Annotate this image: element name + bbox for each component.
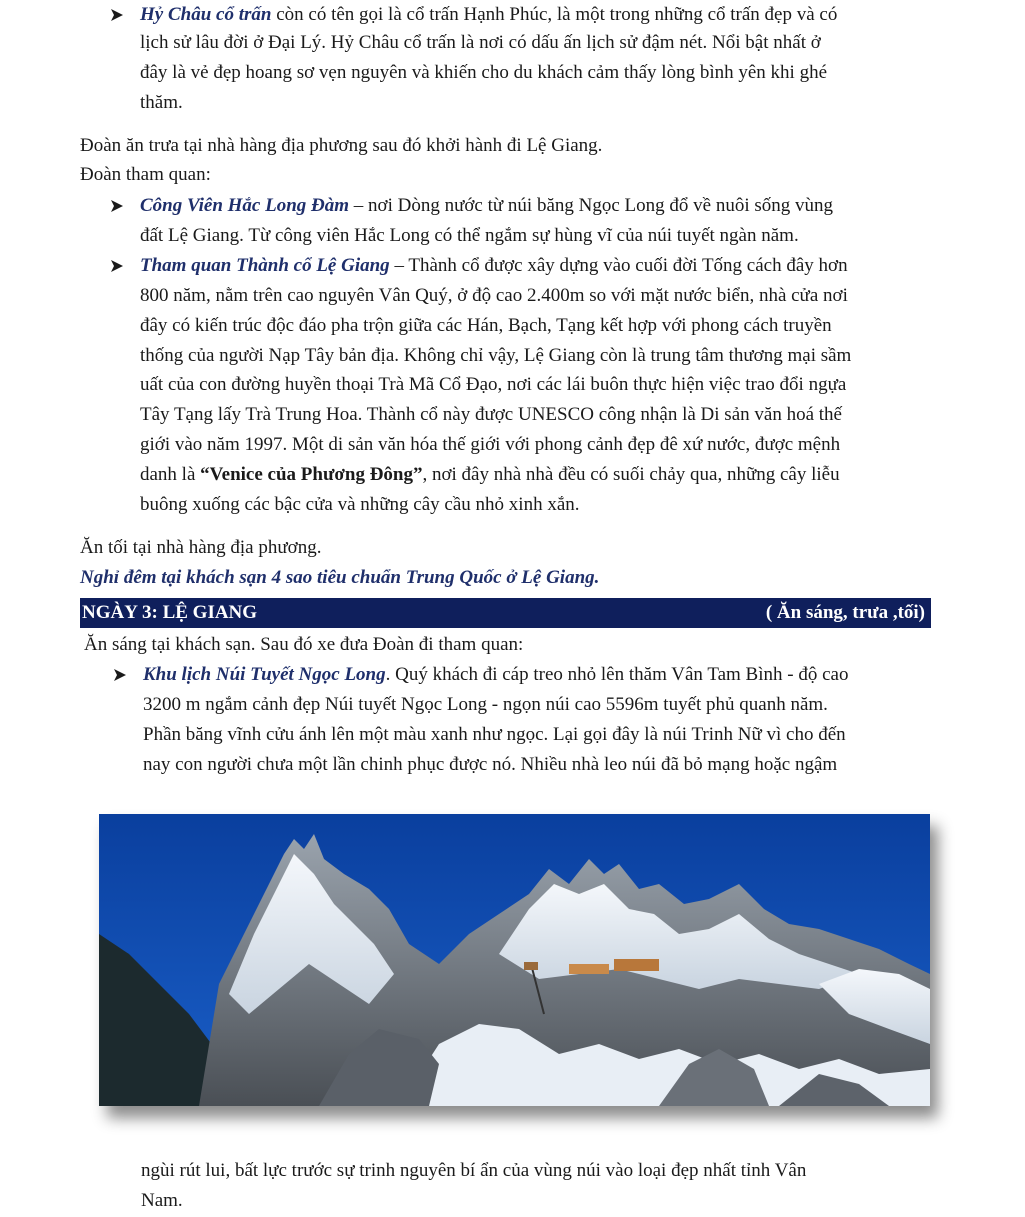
bullet-mountain-line: 3200 m ngắm cảnh đẹp Núi tuyết Ngọc Long - ngọn núi cao 5596m tuyết phủ quanh năm.	[143, 694, 828, 715]
breakfast-text: Ăn sáng tại khách sạn. Sau đó xe đưa Đoàn đi tham quan:	[84, 634, 524, 655]
snow-mountain-photo	[99, 814, 930, 1106]
arrowhead-bullet-icon	[109, 198, 125, 214]
bullet-hy-chau-title: Hỷ Châu cổ trấn	[140, 4, 272, 25]
arrowhead-bullet-icon	[112, 667, 128, 683]
day3-title: NGÀY 3: LỆ GIANG	[82, 602, 258, 623]
bullet-oldtown	[140, 251, 848, 281]
bullet-hy-chau-line: đây là vẻ đẹp hoang sơ vẹn nguyên và khiến cho du khách cảm thấy lòng bình yên khi ghé	[140, 62, 828, 83]
bullet-mountain-line: ngùi rút lui, bất lực trước sự trinh nguyên bí ẩn của vùng núi vào loại đẹp nhất tỉnh Vân	[141, 1160, 807, 1181]
bullet-oldtown-title: Tham quan Thành cổ Lệ Giang	[140, 255, 390, 276]
bullet-hy-chau-text: còn có tên gọi là cổ trấn Hạnh Phúc, là một trong những cổ trấn đẹp và có	[271, 4, 838, 25]
dinner-text: Ăn tối tại nhà hàng địa phương.	[80, 537, 322, 558]
bullet-oldtown-text: – Thành cổ được xây dựng vào cuối đời Tống cách đây hơn	[389, 255, 848, 276]
bullet-mountain-line: nay con người chưa một lần chinh phục được nó. Nhiều nhà leo núi đã bỏ mạng hoặc ngậm	[143, 754, 838, 775]
lunch-text: Đoàn ăn trưa tại nhà hàng địa phương sau đó khởi hành đi Lệ Giang.	[80, 135, 603, 156]
bullet-hy-chau	[140, 0, 837, 30]
overnight-text: Nghỉ đêm tại khách sạn 4 sao tiêu chuẩn Trung Quốc ở Lệ Giang.	[80, 567, 600, 588]
bullet-oldtown-line: 800 năm, nằm trên cao nguyên Vân Quý, ở độ cao 2.400m so với mặt nước biển, nhà cửa nơi	[140, 285, 848, 306]
day3-meals: ( Ăn sáng, trưa ,tối)	[765, 602, 925, 623]
tour-label: Đoàn tham quan:	[80, 164, 211, 185]
bullet-hy-chau-line: lịch sử lâu đời ở Đại Lý. Hỷ Châu cổ trấn là nơi có dấu ấn lịch sử đậm nét. Nổi bật nhất ở	[140, 32, 821, 53]
bullet-oldtown-line: đây có kiến trúc độc đáo pha trộn giữa các Hán, Bạch, Tạng kết hợp với phong cách truyền	[140, 315, 832, 336]
bullet-oldtown-line: thống của người Nạp Tây bản địa. Không chỉ vậy, Lệ Giang còn là trung tâm thương mại sầm	[140, 345, 852, 366]
bullet-mountain-line: Phần băng vĩnh cửu ánh lên một màu xanh như ngọc. Lại gọi đây là núi Trinh Nữ vì cho đến	[143, 724, 846, 745]
bullet-mountain	[143, 660, 848, 690]
snow-mountain-illustration	[99, 814, 930, 1106]
day3-banner	[80, 598, 931, 628]
bullet-park	[140, 191, 833, 221]
bullet-oldtown-line: Tây Tạng lấy Trà Trung Hoa. Thành cổ này được UNESCO công nhận là Di sản văn hoá thế	[140, 404, 842, 425]
bullet-oldtown-line: buông xuống các bậc cửa và những cây cầu nhỏ xinh xắn.	[140, 494, 580, 515]
bullet-mountain-text: . Quý khách đi cáp treo nhỏ lên thăm Vân Tam Bình - độ cao	[385, 664, 849, 685]
venice-bold: “Venice của Phương Đông”	[200, 464, 423, 485]
bullet-park-text: – nơi Dòng nước từ núi băng Ngọc Long đổ về nuôi sống vùng	[349, 195, 834, 216]
bullet-oldtown-line: giới vào năm 1997. Một di sản văn hóa thế giới với phong cảnh đẹp đê xứ nước, được mệnh	[140, 434, 841, 455]
bullet-mountain-line: Nam.	[141, 1190, 183, 1211]
bullet-park-line: đất Lệ Giang. Từ công viên Hắc Long có thể ngắm sự hùng vĩ của núi tuyết ngàn năm.	[140, 225, 799, 246]
venice-post: , nơi đây nhà nhà đều có suối chảy qua, những cây liễu	[422, 464, 840, 485]
arrowhead-bullet-icon	[109, 7, 125, 23]
bullet-hy-chau-line: thăm.	[140, 92, 183, 113]
bullet-mountain-title: Khu lịch Núi Tuyết Ngọc Long	[143, 664, 386, 685]
bullet-oldtown-line-venice	[140, 460, 840, 490]
bullet-oldtown-line: uất của con đường huyền thoại Trà Mã Cổ Đạo, nơi các lái buôn thực hiện việc trao đổi ngựa	[140, 374, 847, 395]
arrowhead-bullet-icon	[109, 258, 125, 274]
bullet-park-title: Công Viên Hắc Long Đàm	[140, 195, 350, 216]
venice-pre: danh là	[140, 464, 201, 485]
